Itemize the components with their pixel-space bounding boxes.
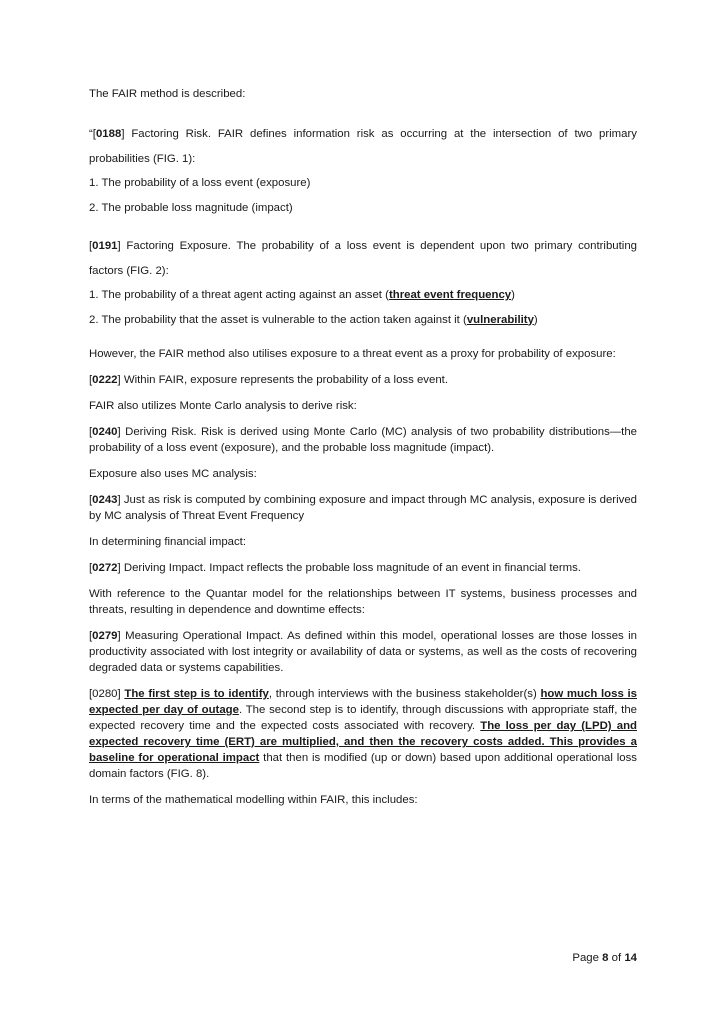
quote-0188 (89, 122, 637, 171)
list-item-text: 2. The probability that the asset is vulnerable to the action taken against it ( (89, 313, 467, 326)
quote-0191 (89, 234, 637, 283)
quote-0222-text: ] Within FAIR, exposure represents the probability of a loss event. (117, 374, 449, 386)
quote-0279 (89, 628, 637, 676)
quote-0191-text: ] Factoring Exposure. The probability of a loss event is dependent upon two primary contributing factors (FIG. 2): (89, 240, 637, 277)
paragraph-ref-0222: 0222 (92, 374, 118, 386)
quantar-intro-text: With reference to the Quantar model for the relationships between IT systems, business processes and threats, resulting in dependence and downtime effects: (89, 588, 637, 616)
page-number (572, 950, 637, 966)
quote-0240 (89, 424, 637, 456)
total-pages: 14 (624, 952, 637, 964)
list-item-text: ) (533, 313, 538, 326)
paragraph-ref-0191: 0191 (92, 240, 118, 252)
quote-0280 (89, 686, 637, 782)
bracket-open: [ (89, 562, 93, 574)
quote-0243 (89, 492, 637, 524)
list-item (89, 283, 637, 308)
quote-0240-text: ] Deriving Risk. Risk is derived using Monte Carlo (MC) analysis of two probability distributions—the probability of a loss event (exposure), and the probable loss magnitude (impact). (89, 426, 637, 454)
term-threat-event-frequency: threat event frequency (388, 289, 512, 301)
paragraph-ref-0188: 0188 (95, 128, 122, 140)
list-item (89, 308, 637, 333)
list-item: 1. The probability of a loss event (exposure) (89, 177, 311, 189)
list-item-text: 1. The probability of a threat agent acting against an asset ( (89, 289, 389, 301)
bracket-open: [ (89, 630, 93, 642)
current-page: 8 (602, 952, 609, 964)
bracket-open: [ (89, 426, 93, 438)
quote-0188-text: ] Factoring Risk. FAIR defines information risk as occurring at the intersection of two primary probabilities (FIG. 1): (89, 128, 637, 165)
bracket-open: [ (89, 240, 93, 252)
paragraph-ref-0279: 0279 (92, 630, 118, 642)
quote-0279-text: ] Measuring Operational Impact. As defined within this model, operational losses are those losses in productivity associated with lost integrity or availability of data or systems, as well as the costs of recovering degraded data or systems capabilities. (89, 630, 637, 674)
emphasis-first-step: The first step is to identify (124, 688, 269, 700)
bracket-close: ] (117, 688, 125, 700)
quote-0243-text: ] Just as risk is computed by combining exposure and impact through MC analysis, exposure is derived by MC analysis of Threat Event Frequency (89, 494, 637, 522)
bracket-open: [ (89, 688, 93, 700)
quote-0222 (89, 372, 637, 388)
montecarlo-intro-text: FAIR also utilizes Monte Carlo analysis to derive risk: (89, 400, 357, 412)
quote-0272-text: ] Deriving Impact. Impact reflects the probable loss magnitude of an event in financial terms. (117, 562, 581, 574)
intro-text: The FAIR method is described: (89, 88, 246, 100)
document-body (89, 86, 637, 808)
proxy-intro-text: However, the FAIR method also utilises exposure to a threat event as a proxy for probability of exposure: (89, 348, 616, 360)
emphasis-loss-per-day: how much loss is expected per day of outage (89, 688, 637, 716)
emphasis-baseline: The loss per day (LPD) and expected recovery time (ERT) are multiplied, and then the recovery costs added. This provides a baseline for operational impact (89, 720, 637, 764)
math-intro-text: In terms of the mathematical modelling within FAIR, this includes: (89, 794, 418, 806)
mc-intro-text: Exposure also uses MC analysis: (89, 468, 257, 480)
bracket-open: [ (89, 494, 93, 506)
paragraph-ref-0272: 0272 (92, 562, 118, 574)
paragraph-ref-0280: 0280 (92, 688, 118, 700)
page-of-label: of (608, 952, 625, 964)
quote-0280-text: , through interviews with the business stakeholder(s) (268, 688, 541, 700)
list-item-text: ) (511, 289, 515, 301)
quote-0280-text: . The second step is to identify, through discussions with appropriate staff, the expected recovery time and the expected costs associated with recovery. (89, 704, 638, 732)
quote-0272 (89, 560, 637, 576)
impact-intro-text: In determining financial impact: (89, 536, 247, 548)
paragraph-ref-0240: 0240 (92, 426, 118, 438)
quote-0280-text: that then is modified (up or down) based upon additional operational loss domain factors (FIG. 8). (89, 752, 637, 780)
bracket-open: [ (89, 374, 93, 386)
paragraph-ref-0243: 0243 (92, 494, 118, 506)
page-label: Page (572, 952, 603, 964)
list-item: 2. The probable loss magnitude (impact) (89, 201, 293, 214)
bracket-open: “[ (89, 128, 96, 140)
term-vulnerability: vulnerability (466, 313, 534, 326)
